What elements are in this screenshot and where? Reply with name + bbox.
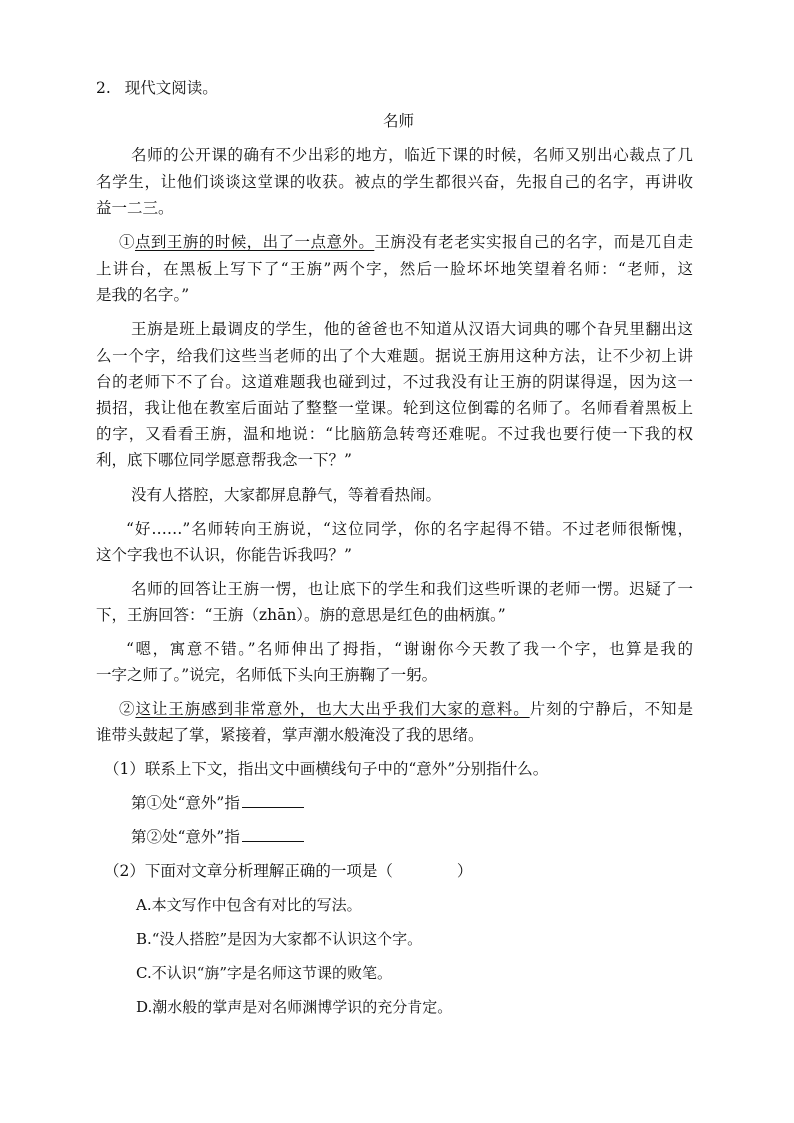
section-number: 2.: [96, 79, 111, 97]
paragraph-line: 谁带头鼓起了掌，紧接着，掌声潮水般淹没了我的思绪。: [96, 726, 484, 744]
paragraph-line: 是我的名字。”: [96, 286, 190, 304]
question-1-stem: （1）联系上下文，指出文中画横线句子中的“意外”分别指什么。: [104, 760, 549, 778]
option-a[interactable]: A.本文写作中包含有对比的写法。: [136, 896, 362, 914]
paragraph-line: “好……”名师转向王旃说，“这位同学，你的名字起得不错。不过老师很惭愧，: [126, 520, 693, 538]
paragraph-line: 益一二三。: [96, 199, 174, 217]
paragraph-line: 上讲台，在黑板上写下了“王旃”两个字，然后一脸坏坏地笑望着名师：“老师，这: [96, 260, 693, 278]
paragraph-line: 损招，我让他在教室后面站了整整一堂课。轮到这位倒霉的名师了。名师看着黑板上: [96, 399, 693, 417]
paragraph-line: ②这让王旃感到非常意外，也大大出乎我们大家的意料。片刻的宁静后，不知是: [119, 700, 693, 718]
question-2-stem: （2）下面对文章分析理解正确的一项是（ ）: [104, 862, 473, 880]
paragraph-line: 这个字我也不认识，你能告诉我吗？”: [96, 546, 352, 564]
section-title: 现代文阅读。: [124, 79, 218, 97]
paragraph-line: 名学生，让他们谈谈这堂课的收获。被点的学生都很兴奋，先报自己的名字，再讲收: [96, 173, 693, 191]
answer-blank[interactable]: [242, 827, 304, 842]
article-title: 名师: [383, 112, 415, 130]
paragraph-line: ①点到王旃的时候，出了一点意外。王旃没有老老实实报自己的名字，而是兀自走: [119, 233, 693, 251]
paragraph-line: 利，底下哪位同学愿意帮我念一下？”: [96, 451, 352, 469]
underlined-sentence: 这让王旃感到非常意外，也大大出乎我们大家的意料。: [135, 700, 530, 718]
paragraph-line: 名师的公开课的确有不少出彩的地方，临近下课的时候，名师又别出心裁点了几: [131, 146, 693, 164]
paragraph-line: 一字之师了。”说完，名师低下头向王旃鞠了一躬。: [96, 666, 438, 684]
paragraph-line: 下，王旃回答：“王旃（zhān）。旃的意思是红色的曲柄旗。”: [96, 606, 506, 624]
answer-blank[interactable]: [242, 793, 304, 808]
paragraph-line: 么一个字，给我们这些当老师的出了个大难题。据说王旃用这种方法，让不少初上讲: [96, 347, 693, 365]
paragraph-line: 没有人搭腔，大家都屏息静气，等着看热闹。: [131, 486, 442, 504]
paragraph-line: 的字，又看看王旃，温和地说：“比脑筋急转弯还难呢。不过我也要行使一下我的权: [96, 425, 693, 443]
question-1-blank-2: 第②处“意外”指: [131, 827, 304, 847]
paragraph-line: 台的老师下不了台。这道难题我也碰到过，不过我没有让王旃的阴谋得逞，因为这一: [96, 373, 693, 391]
section-heading: [96, 78, 218, 98]
paragraph-line: 王旃是班上最调皮的学生，他的爸爸也不知道从汉语大词典的哪个旮旯里翻出这: [131, 320, 693, 338]
underlined-sentence: 点到王旃的时候，出了一点意外。: [134, 233, 375, 251]
circled-marker: ①: [119, 233, 135, 251]
paragraph-line: 名师的回答让王旃一愣，也让底下的学生和我们这些听课的老师一愣。迟疑了一: [131, 580, 693, 598]
circled-marker: ②: [119, 700, 136, 718]
option-b[interactable]: B.“没人搭腔”是因为大家都不认识这个字。: [136, 930, 423, 948]
question-1-blank-1: 第①处“意外”指: [131, 793, 304, 813]
option-c[interactable]: C.不认识“旃”字是名师这节课的败笔。: [136, 964, 393, 982]
option-d[interactable]: D.潮水般的掌声是对名师渊博学识的充分肯定。: [136, 998, 453, 1016]
paragraph-line: “嗯，寓意不错。”名师伸出了拇指，“谢谢你今天教了我一个字，也算是我的: [126, 640, 693, 658]
